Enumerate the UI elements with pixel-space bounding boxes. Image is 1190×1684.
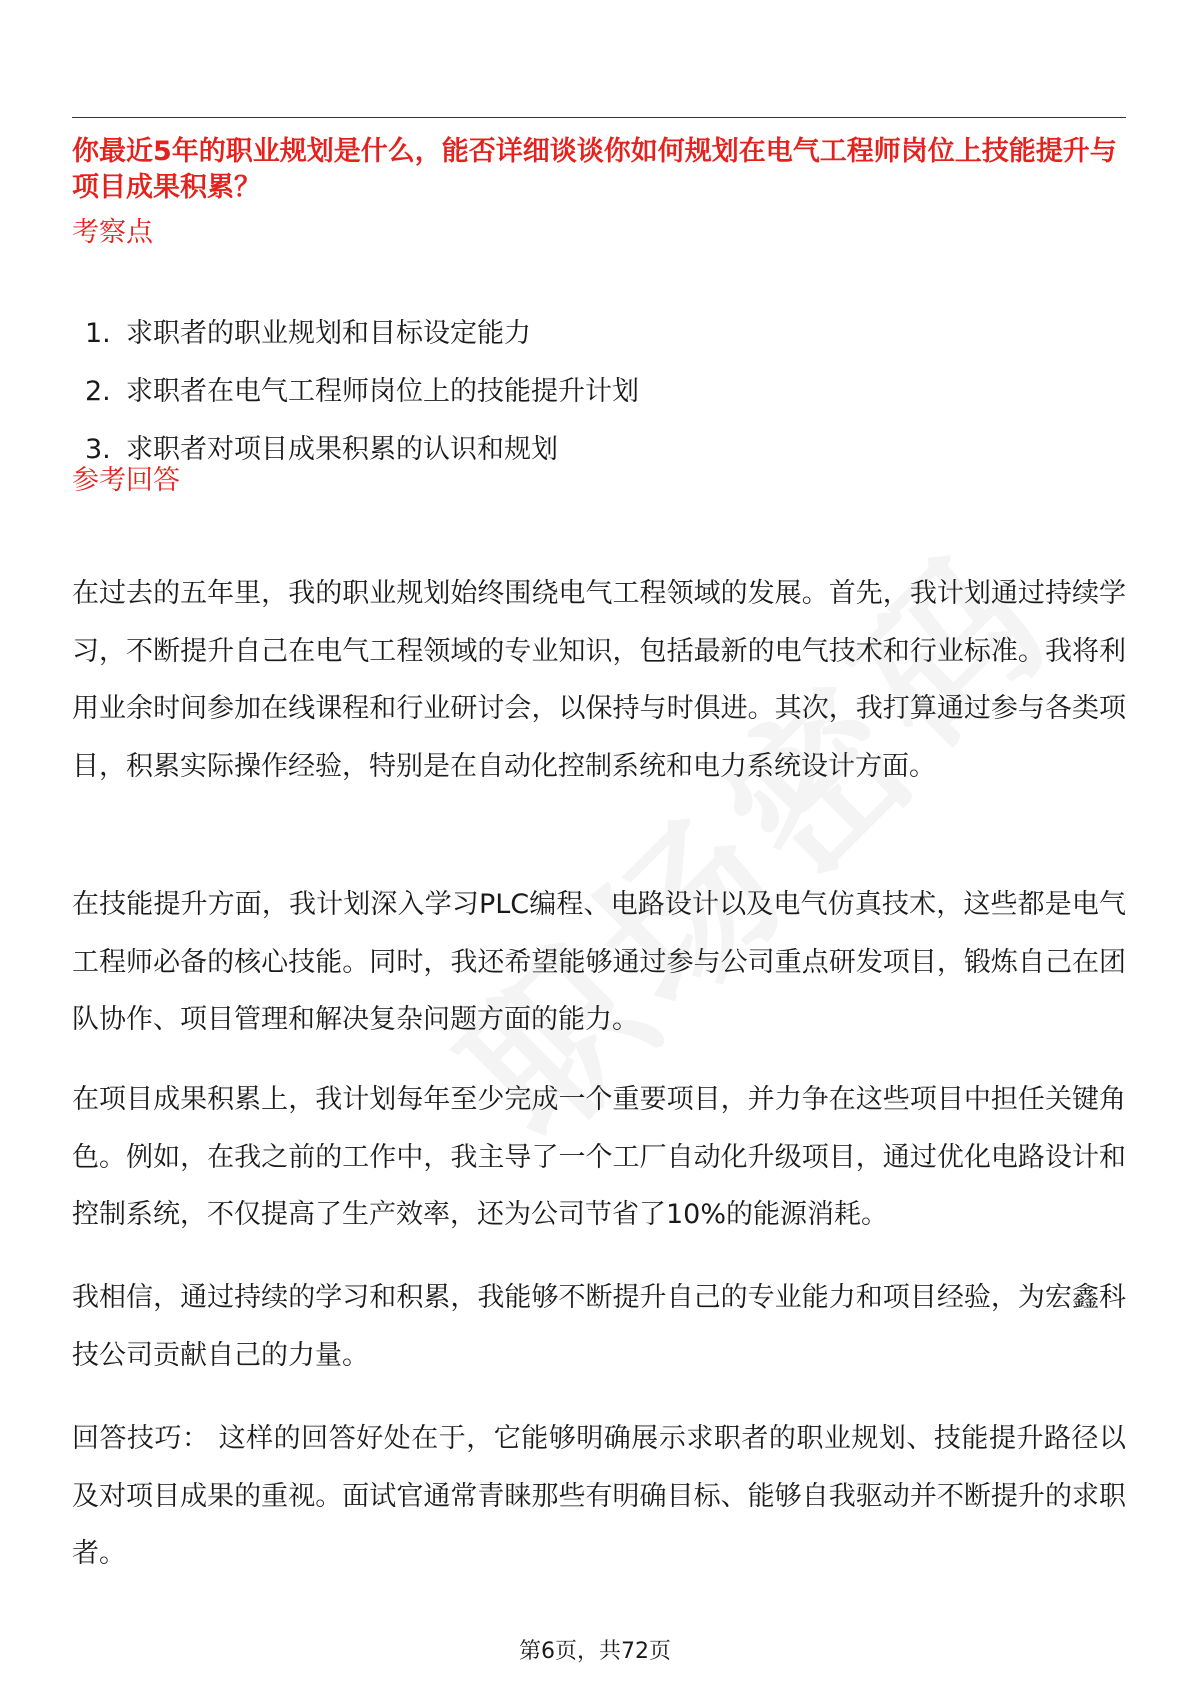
point-number: 3. [85, 434, 111, 465]
page-number-footer: 第6页，共72页 [519, 1639, 671, 1664]
top-divider [72, 117, 1126, 118]
assessment-section-title: 考察点 [72, 217, 153, 248]
point-number: 1. [85, 318, 111, 349]
answer-paragraph: 在技能提升方面，我计划深入学习PLC编程、电路设计以及电气仿真技术，这些都是电气工程师必备的核心技能。同时，我还希望能够通过参与公司重点研发项目，锻炼自己在团队协作、项目管理和解决复杂问题方面的能力。 [72, 889, 1126, 1035]
assessment-point [72, 305, 1122, 363]
point-text: 求职者在电气工程师岗位上的技能提升计划 [126, 376, 639, 407]
answer-paragraph: 我相信，通过持续的学习和积累，我能够不断提升自己的专业能力和项目经验，为宏鑫科技公司贡献自己的力量。 [72, 1282, 1126, 1371]
answer-paragraph: 在过去的五年里，我的职业规划始终围绕电气工程领域的发展。首先，我计划通过持续学习，不断提升自己在电气工程领域的专业知识，包括最新的电气技术和行业标准。我将利用业余时间参加在线课程和行业研讨会，以保持与时俱进。其次，我打算通过参与各类项目，积累实际操作经验，特别是在自动化控制系统和电力系统设计方面。 [72, 578, 1126, 782]
point-number: 2. [85, 376, 111, 407]
assessment-point [72, 363, 1122, 421]
answer-section-title: 参考回答 [72, 465, 180, 496]
answer-tips-paragraph: 回答技巧： 这样的回答好处在于，它能够明确展示求职者的职业规划、技能提升路径以及对项目成果的重视。面试官通常青睐那些有明确目标、能够自我驱动并不断提升的求职者。 [72, 1423, 1126, 1569]
point-text: 求职者的职业规划和目标设定能力 [126, 318, 531, 349]
assessment-points-list [72, 305, 1122, 479]
answer-paragraph: 在项目成果积累上，我计划每年至少完成一个重要项目，并力争在这些项目中担任关键角色。例如，在我之前的工作中，我主导了一个工厂自动化升级项目，通过优化电路设计和控制系统，不仅提高了生产效率，还为公司节省了10%的能源消耗。 [72, 1084, 1126, 1230]
assessment-point [72, 421, 1122, 479]
question-heading: 你最近5年的职业规划是什么，能否详细谈谈你如何规划在电气工程师岗位上技能提升与项目成果积累？ [72, 136, 1117, 203]
point-text: 求职者对项目成果积累的认识和规划 [126, 434, 558, 465]
